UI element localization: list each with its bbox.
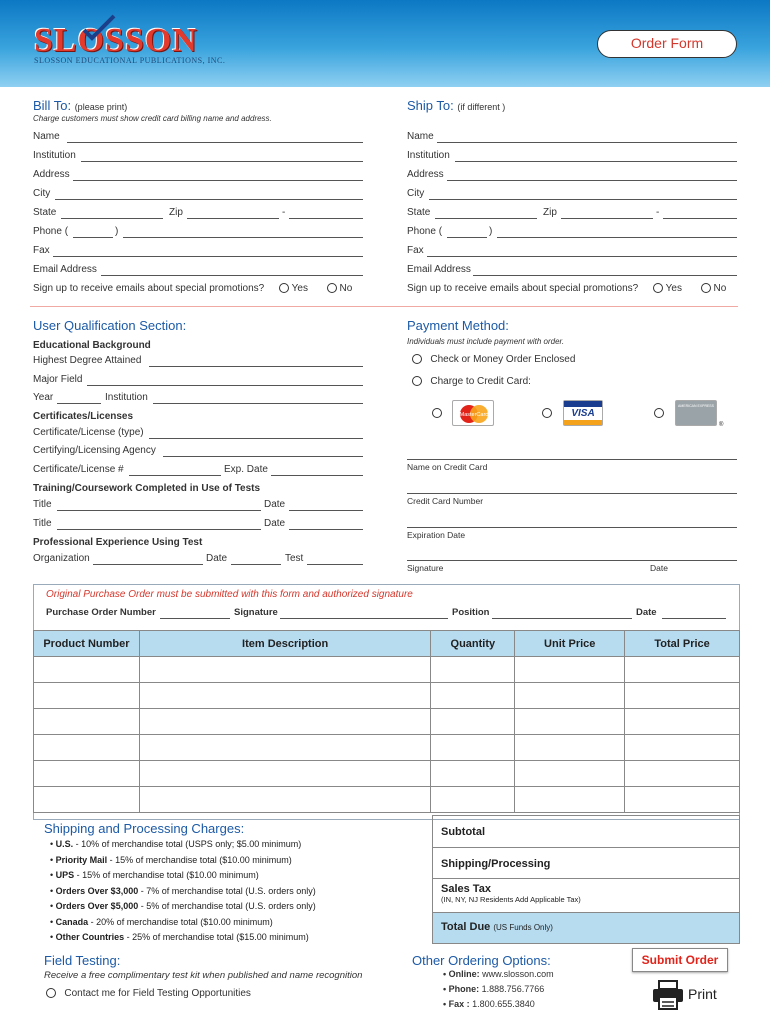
registered-mark: ® [719,422,724,428]
table-cell[interactable] [515,787,625,813]
logo: SLOSSON [34,22,198,59]
printer-icon [652,980,684,1010]
cert-type-row: Certificate/License (type) [33,427,363,438]
payment-note: Individuals must include payment with order. [407,337,565,346]
card-name-label: Name on Credit Card [407,462,488,472]
table-cell[interactable] [431,683,515,709]
po-position-field[interactable] [492,618,632,619]
shipping-item: • Other Countries - 25% of merchandise total ($15.00 minimum) [50,932,309,942]
training-title-field-2[interactable] [57,529,261,530]
training-date-field-2[interactable] [289,529,363,530]
field-contact-radio[interactable] [46,988,56,998]
subtotal-row[interactable]: Subtotal [433,816,739,848]
training-title-row-1: Title Date [33,499,363,510]
payment-heading: Payment Method: [407,318,509,333]
bill-zip4-field[interactable] [289,218,363,219]
online-item: • Online: www.slosson.com [443,969,554,979]
table-cell[interactable] [625,761,740,787]
ship-fax-row: Fax [407,245,737,256]
ship-phone-field[interactable] [497,237,737,238]
ship-promo-yes-radio[interactable] [653,283,663,293]
order-form-title: Order Form [597,30,737,58]
ship-zip-field[interactable] [561,218,653,219]
cert-type-field[interactable] [149,438,363,439]
bill-promo-row: Sign up to receive emails about special promotions? Yes No [33,283,353,294]
section-divider [30,306,738,307]
po-note: Original Purchase Order must be submitted with this form and authorized signature [46,589,413,600]
training-date-field-1[interactable] [289,510,363,511]
ship-phone-row: Phone ( ) [407,226,737,237]
field-contact-option: Contact me for Field Testing Opportunities [46,988,251,999]
ship-promo-row: Sign up to receive emails about special promotions? Yes No [407,283,727,294]
totals-box [432,815,740,944]
table-cell[interactable] [431,787,515,813]
table-cell[interactable] [515,709,625,735]
bill-area-code-field[interactable] [73,237,113,238]
table-cell[interactable] [625,683,740,709]
ship-city-row: City [407,188,737,199]
year-row: Year Institution [33,392,363,403]
org-test-field[interactable] [307,564,363,565]
shipping-item: • Orders Over $3,000 - 7% of merchandise total (U.S. orders only) [50,885,316,896]
phone-item: • Phone: 1.888.756.7766 [443,984,545,994]
ship-zip4-field[interactable] [663,218,737,219]
ship-to-heading: Ship To: (if different ) [407,98,506,113]
po-signature-field[interactable] [280,618,448,619]
submit-order-button[interactable]: Submit Order [632,948,728,972]
table-cell[interactable] [34,709,140,735]
training-title-field-1[interactable] [57,510,261,511]
po-date-field[interactable] [662,618,726,619]
logo-subtitle: SLOSSON EDUCATIONAL PUBLICATIONS, INC. [34,56,226,65]
check-radio[interactable] [412,354,422,364]
ship-area-code-field[interactable] [447,237,487,238]
bill-state-row: State Zip - [33,207,363,218]
shipping-item: • Canada - 20% of merchandise total ($10.00 minimum) [50,916,273,927]
table-cell[interactable] [431,761,515,787]
cert-num-row: Certificate/License # Exp. Date [33,464,363,475]
degree-field[interactable] [149,366,363,367]
card-signature-field[interactable] [407,560,737,561]
ship-email-row: Email Address [407,264,737,275]
ship-city-field[interactable] [429,199,737,200]
bill-phone-row: Phone ( ) [33,226,363,237]
table-row [34,657,740,683]
training-title-row-2: Title Date [33,518,363,529]
bill-promo-yes-radio[interactable] [279,283,289,293]
amex-radio[interactable] [654,408,664,418]
table-cell[interactable] [139,683,431,709]
major-row: Major Field [33,374,363,385]
field-testing-note: Receive a free complimentary test kit when published and name recognition [44,970,363,981]
shipping-item: • Orders Over $5,000 - 5% of merchandise total (U.S. orders only) [50,901,316,911]
major-field[interactable] [87,385,363,386]
bill-email-field[interactable] [101,275,363,276]
card-name-field[interactable] [407,459,737,460]
table-row [34,683,740,709]
table-row [34,787,740,813]
field-testing-heading: Field Testing: [44,953,121,968]
ship-name-row: Name [407,131,737,142]
cert-num-field[interactable] [129,475,221,476]
table-cell[interactable] [34,657,140,683]
col-item-description: Item Description [139,631,431,657]
fax-item: • Fax : 1.800.655.3840 [443,999,535,1009]
bill-name-row: Name [33,131,363,142]
col-total-price: Total Price [625,631,740,657]
edu-label: Educational Background [33,340,151,351]
tax-row[interactable]: Sales Tax (IN, NY, NJ Residents Add Applicable Tax) [433,879,739,913]
table-cell[interactable] [515,761,625,787]
bill-zip-field[interactable] [187,218,279,219]
table-row [34,735,740,761]
amex-icon: AMERICAN EXPRESS [675,400,717,426]
ship-address-field[interactable] [447,180,737,181]
items-table [33,630,740,813]
table-cell[interactable] [515,657,625,683]
credit-radio[interactable] [412,376,422,386]
table-cell[interactable] [515,735,625,761]
qualification-heading: User Qualification Section: [33,318,187,333]
degree-row: Highest Degree Attained [33,355,363,366]
table-cell[interactable] [139,709,431,735]
table-cell[interactable] [139,735,431,761]
training-label: Training/Coursework Completed in Use of Tests [33,483,261,494]
table-cell[interactable] [625,709,740,735]
org-row: Organization Date Test [33,553,363,564]
col-product-number: Product Number [34,631,140,657]
bill-fax-row: Fax [33,245,363,256]
ship-state-field[interactable] [435,218,537,219]
cert-agency-row: Certifying/Licensing Agency [33,445,363,456]
ship-promo-no-radio[interactable] [701,283,711,293]
shipping-item: • U.S. - 10% of merchandise total (USPS only; $5.00 minimum) [50,839,302,849]
table-cell[interactable] [34,761,140,787]
col-unit-price: Unit Price [515,631,625,657]
cert-agency-field[interactable] [163,456,363,457]
card-number-label: Credit Card Number [407,496,484,506]
card-number-field[interactable] [407,493,737,494]
table-cell[interactable] [625,657,740,683]
table-row [34,761,740,787]
other-ordering-heading: Other Ordering Options: [412,953,551,968]
card-signature-label: Signature [407,563,444,573]
print-button[interactable] [652,980,742,1010]
table-cell[interactable] [139,761,431,787]
svg-text:MasterCard: MasterCard [459,412,489,418]
bill-institution-field[interactable] [81,161,363,162]
edu-institution-field[interactable] [153,403,363,404]
ship-fax-field[interactable] [427,256,737,257]
org-field[interactable] [93,564,203,565]
col-quantity: Quantity [431,631,515,657]
print-label: Print [688,986,717,1002]
bill-name-field[interactable] [67,142,363,143]
table-cell[interactable] [515,683,625,709]
table-cell[interactable] [431,657,515,683]
org-date-field[interactable] [231,564,281,565]
bill-to-heading: Bill To: (please print) [33,98,128,113]
table-cell[interactable] [139,787,431,813]
bill-city-field[interactable] [55,199,363,200]
cert-exp-field[interactable] [271,475,363,476]
bill-email-row: Email Address [33,264,363,275]
shipping-item: • Priority Mail - 15% of merchandise total ($10.00 minimum) [50,854,292,865]
bill-to-note: Charge customers must show credit card billing name and address. [33,114,272,123]
ship-address-row: Address [407,169,737,180]
po-number-field[interactable] [160,618,230,619]
mastercard-icon [452,400,494,426]
bill-phone-field[interactable] [123,237,363,238]
table-cell[interactable] [431,735,515,761]
year-field[interactable] [57,403,101,404]
card-exp-field[interactable] [407,527,737,528]
ship-institution-field[interactable] [455,161,737,162]
total-due-row[interactable]: Total Due (US Funds Only) [433,913,739,943]
bill-state-field[interactable] [61,218,163,219]
bill-address-row: Address [33,169,363,180]
table-cell[interactable] [139,657,431,683]
card-date-label: Date [650,563,668,573]
ship-state-row: State Zip - [407,207,737,218]
shipping-list [50,837,316,946]
bill-fax-field[interactable] [53,256,363,257]
table-cell[interactable] [625,735,740,761]
mastercard-radio[interactable] [432,408,442,418]
table-cell[interactable] [34,787,140,813]
ship-institution-row: Institution [407,150,737,161]
bill-institution-row: Institution [33,150,363,161]
checkmark-icon [78,14,118,42]
ship-email-field[interactable] [473,275,737,276]
bill-promo-no-radio[interactable] [327,283,337,293]
table-cell[interactable] [34,735,140,761]
shipping-row[interactable]: Shipping/Processing [433,848,739,879]
pro-exp-label: Professional Experience Using Test [33,537,203,548]
certs-label: Certificates/Licenses [33,411,134,422]
bill-address-field[interactable] [73,180,363,181]
card-exp-label: Expiration Date [407,530,466,540]
po-row: Purchase Order Number Signature Position Date [46,607,726,618]
visa-radio[interactable] [542,408,552,418]
shipping-heading: Shipping and Processing Charges: [44,821,245,836]
bill-city-row: City [33,188,363,199]
table-cell[interactable] [431,709,515,735]
credit-option: Charge to Credit Card: [412,376,531,387]
table-cell[interactable] [625,787,740,813]
table-cell[interactable] [34,683,140,709]
table-row [34,709,740,735]
shipping-item: • UPS - 15% of merchandise total ($10.00 minimum) [50,870,259,880]
check-option: Check or Money Order Enclosed [412,354,575,365]
visa-icon: VISA [563,400,603,426]
ship-name-field[interactable] [437,142,737,143]
